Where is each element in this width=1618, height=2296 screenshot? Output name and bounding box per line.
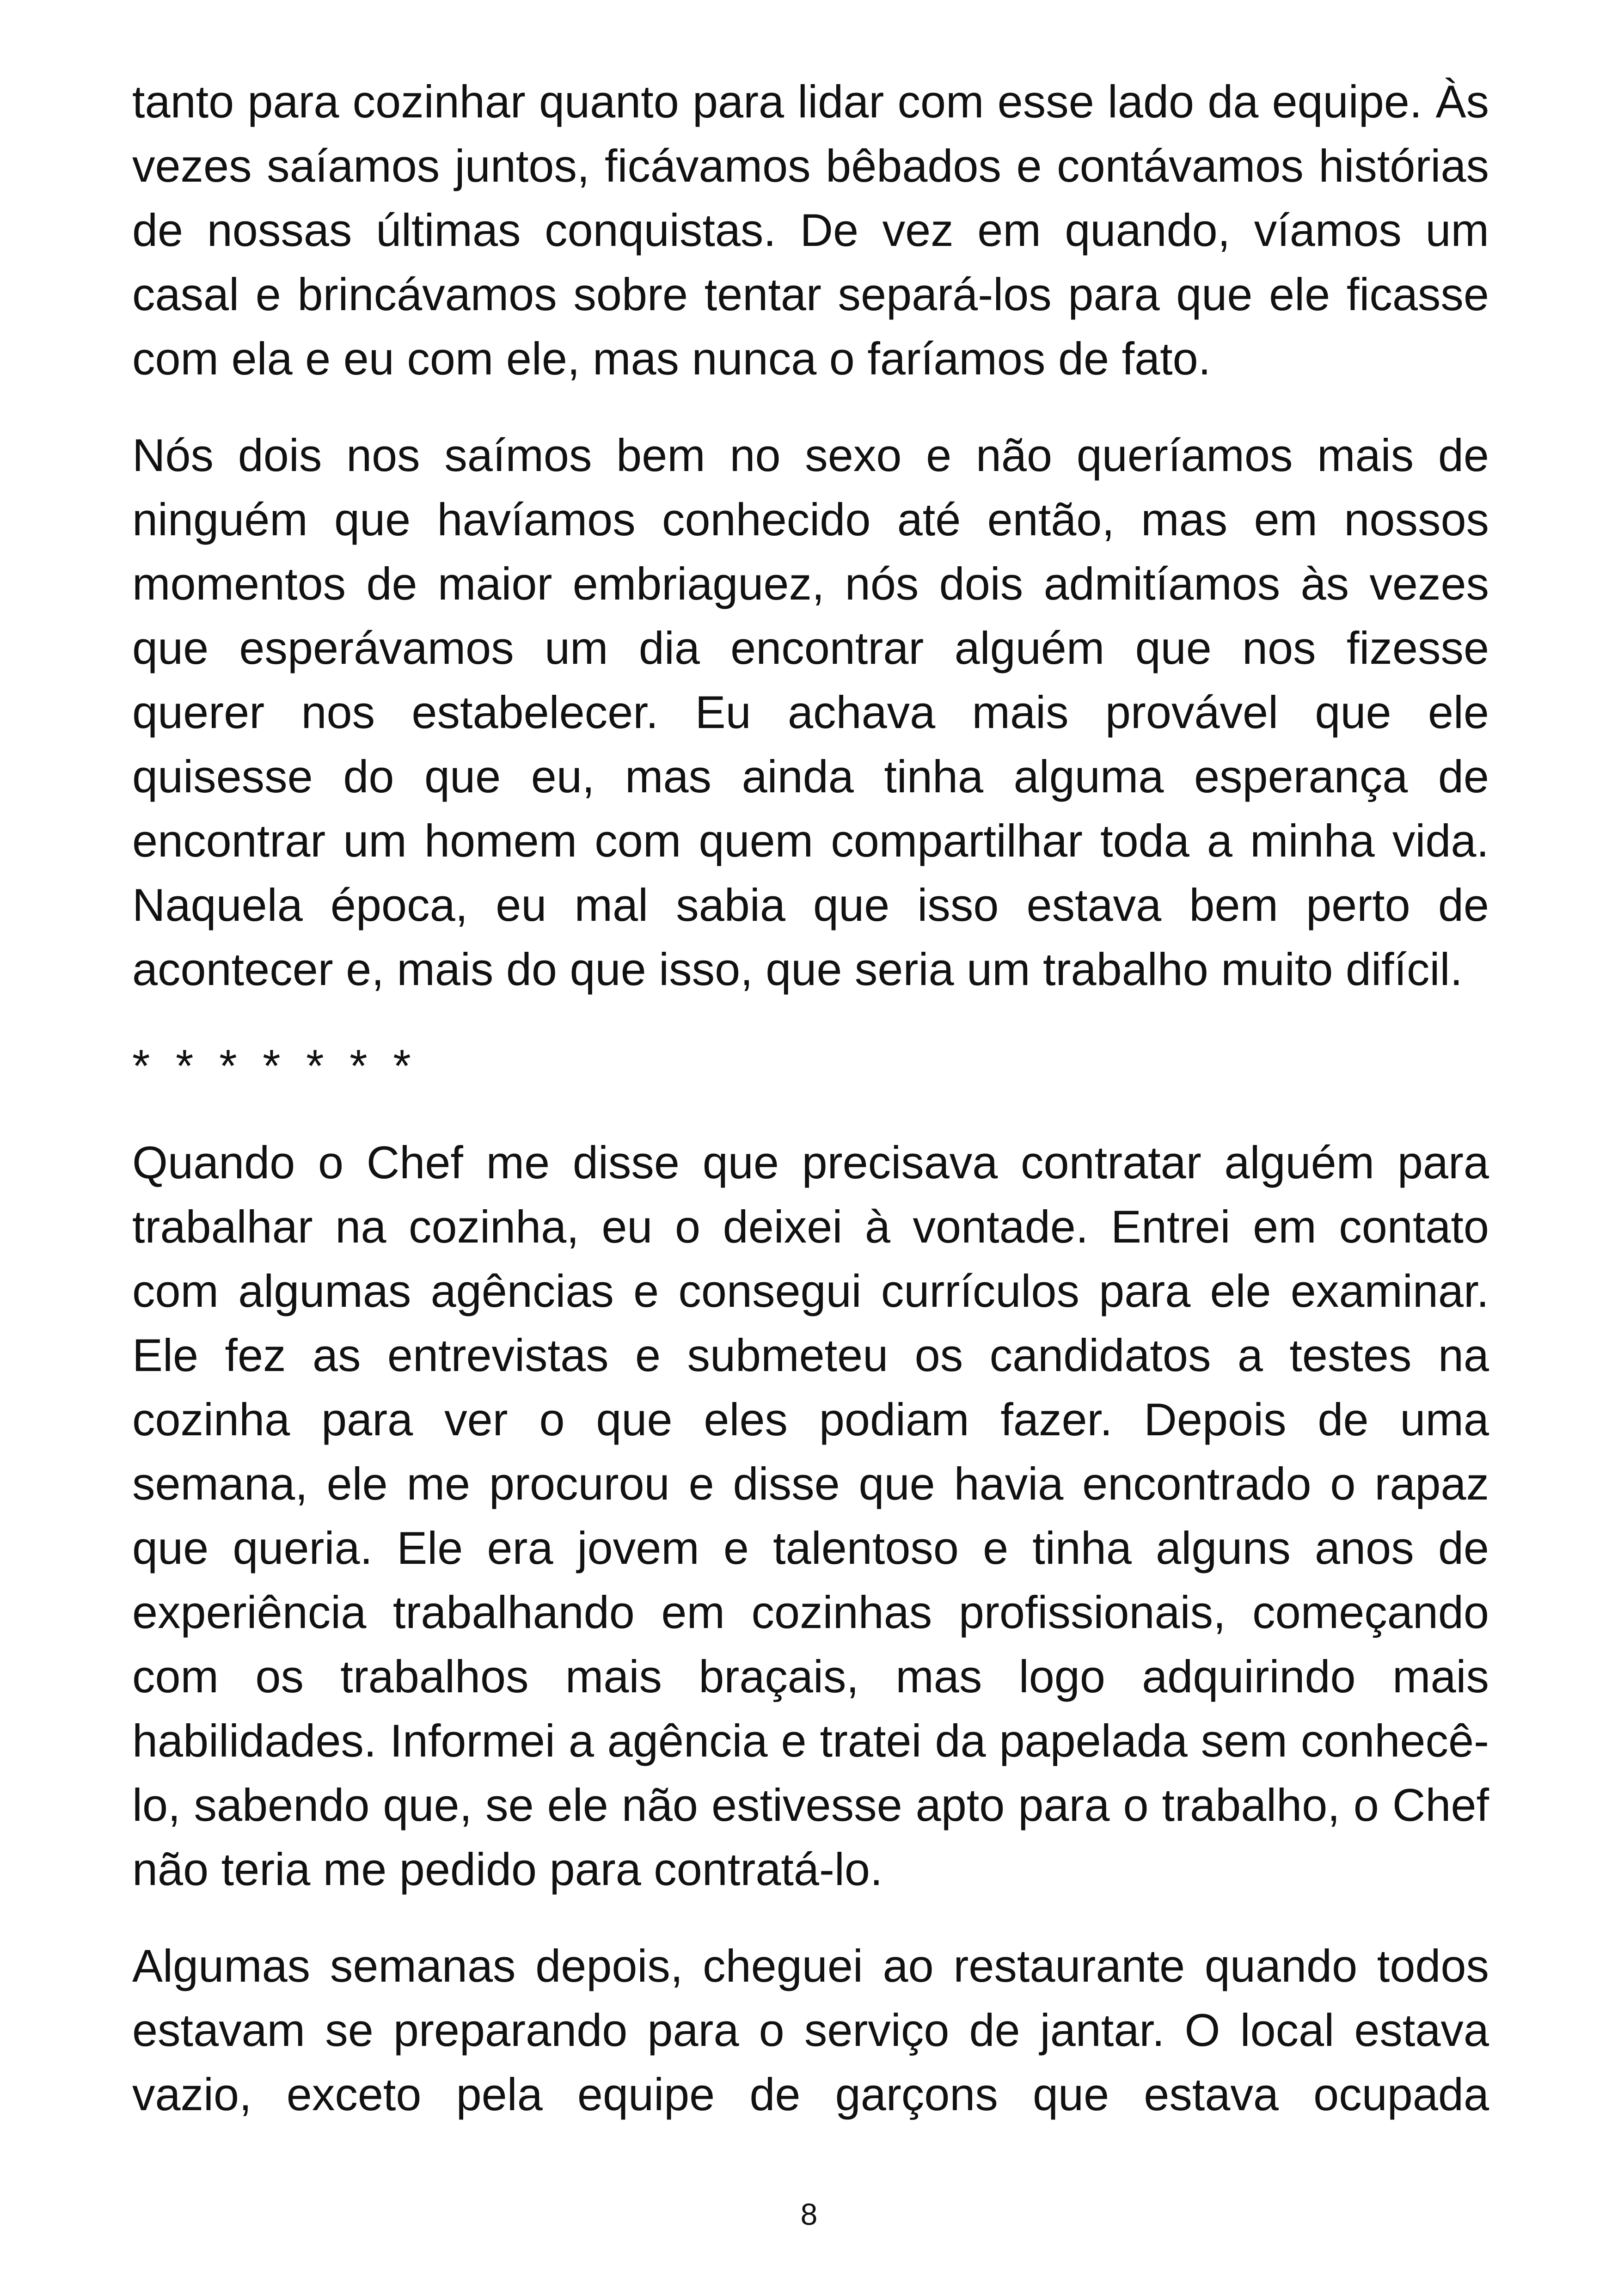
scene-break: * * * * * * *	[132, 1040, 417, 1091]
page-body	[132, 69, 1489, 2159]
paragraph-4: Algumas semanas depois, cheguei ao restaurante quando todos estavam se preparando para o serviço de jantar. O local estava vazio, exceto pela equipe de garçons que estava ocupada	[132, 1940, 1489, 2120]
paragraph-3: Quando o Chef me disse que precisava contratar alguém para trabalhar na cozinha, eu o deixei à vontade. Entrei em contato com algumas agências e consegui currículos para ele examinar. Ele fez as entrevistas e submeteu os candidatos a testes na cozinha para ver o que eles podiam fazer. Depois de uma semana, ele me procurou e disse que havia encontrado o rapaz que queria. Ele era jovem e talentoso e tinha alguns anos de experiência trabalhando em cozinhas profissionais, começando com os trabalhos mais braçais, mas logo adquirindo mais habilidades. Informei a agência e tratei da papelada sem conhecê-lo, sabendo que, se ele não estivesse apto para o trabalho, o Chef não teria me pedido para contratá-lo.	[132, 1137, 1489, 1895]
paragraph-2: Nós dois nos saímos bem no sexo e não queríamos mais de ninguém que havíamos conhecido até então, mas em nossos momentos de maior embriaguez, nós dois admitíamos às vezes que esperávamos um dia encontrar alguém que nos fizesse querer nos estabelecer. Eu achava mais provável que ele quisesse do que eu, mas ainda tinha alguma esperança de encontrar um homem com quem compartilhar toda a minha vida. Naquela época, eu mal sabia que isso estava bem perto de acontecer e, mais do que isso, que seria um trabalho muito difícil.	[132, 429, 1489, 995]
paragraph-1: tanto para cozinhar quanto para lidar com esse lado da equipe. Às vezes saíamos juntos, ficávamos bêbados e contávamos histórias de nossas últimas conquistas. De vez em quando, víamos um casal e brincávamos sobre tentar separá-los para que ele ficasse com ela e eu com ele, mas nunca o faríamos de fato.	[132, 76, 1489, 384]
page-number: 8	[800, 2197, 818, 2231]
